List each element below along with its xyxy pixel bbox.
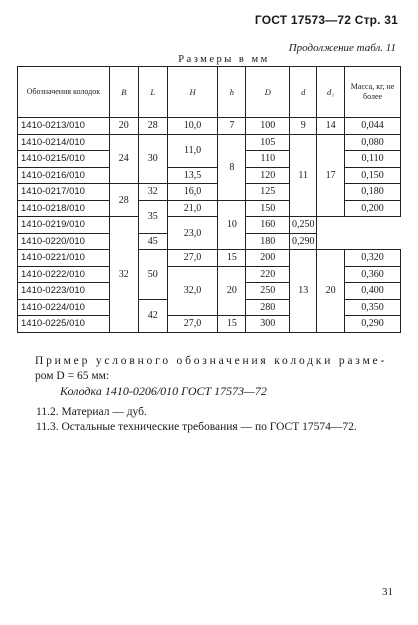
h-upper-cell: 11,0 bbox=[167, 134, 218, 167]
l-cell: 45 bbox=[138, 233, 167, 250]
table-row bbox=[18, 118, 401, 135]
l-cell: 32 bbox=[138, 184, 167, 201]
designation-cell: 1410-0218/010 bbox=[18, 200, 110, 217]
header-B: B bbox=[109, 67, 138, 118]
table-row bbox=[18, 250, 401, 267]
designation-example bbox=[35, 354, 395, 384]
d-upper-cell: 280 bbox=[246, 299, 290, 316]
d-upper-cell: 300 bbox=[246, 316, 290, 333]
page-number: 31 bbox=[382, 586, 393, 598]
d-upper-cell: 150 bbox=[246, 200, 290, 217]
b-cell: 20 bbox=[109, 118, 138, 135]
header-H: H bbox=[167, 67, 218, 118]
d-upper-cell: 120 bbox=[246, 167, 290, 184]
clause-11-2: 11.2. Материал — дуб. bbox=[36, 406, 147, 418]
h-lower-cell: 7 bbox=[218, 118, 246, 135]
d-lower-cell: 9 bbox=[290, 118, 317, 135]
d1-cell: 20 bbox=[317, 250, 345, 333]
table-row bbox=[18, 217, 401, 234]
dimensions-table bbox=[17, 66, 401, 333]
designation-cell: 1410-0214/010 bbox=[18, 134, 110, 151]
d-upper-cell: 250 bbox=[246, 283, 290, 300]
d-upper-cell: 220 bbox=[246, 266, 290, 283]
d-upper-cell: 125 bbox=[246, 184, 290, 201]
designation-cell: 1410-0225/010 bbox=[18, 316, 110, 333]
d-upper-cell: 180 bbox=[246, 233, 290, 250]
h-upper-cell: 27,0 bbox=[167, 316, 218, 333]
d-upper-cell: 160 bbox=[246, 217, 290, 234]
l-cell: 35 bbox=[138, 200, 167, 233]
d1-cell: 17 bbox=[317, 134, 345, 217]
designation-cell: 1410-0219/010 bbox=[18, 217, 110, 234]
mass-cell: 0,250 bbox=[290, 217, 317, 234]
mass-cell: 0,320 bbox=[345, 250, 401, 267]
designation-cell: 1410-0213/010 bbox=[18, 118, 110, 135]
header-mass: Масса, кг, не более bbox=[345, 67, 401, 118]
designation-cell: 1410-0217/010 bbox=[18, 184, 110, 201]
d-upper-cell: 100 bbox=[246, 118, 290, 135]
designation-cell: 1410-0223/010 bbox=[18, 283, 110, 300]
d1-cell: 14 bbox=[317, 118, 345, 135]
h-lower-cell: 20 bbox=[218, 266, 246, 316]
d-upper-cell: 110 bbox=[246, 151, 290, 168]
header-d1: d₁ bbox=[317, 67, 345, 118]
header-D: D bbox=[246, 67, 290, 118]
h-lower-cell: 8 bbox=[218, 134, 246, 200]
d-lower-cell: 13 bbox=[290, 250, 317, 333]
h-upper-cell: 27,0 bbox=[167, 250, 218, 267]
mass-cell: 0,150 bbox=[345, 167, 401, 184]
l-cell: 30 bbox=[138, 134, 167, 184]
table-row bbox=[18, 134, 401, 151]
h-upper-cell: 16,0 bbox=[167, 184, 218, 201]
b-cell: 24 bbox=[109, 134, 138, 184]
h-upper-cell: 10,0 bbox=[167, 118, 218, 135]
mass-cell: 0,290 bbox=[290, 233, 317, 250]
header-designation: Обозначения колодок bbox=[18, 67, 110, 118]
designation-cell: 1410-0221/010 bbox=[18, 250, 110, 267]
mass-cell: 0,110 bbox=[345, 151, 401, 168]
designation-cell: 1410-0224/010 bbox=[18, 299, 110, 316]
d-upper-cell: 105 bbox=[246, 134, 290, 151]
h-upper-cell: 21,0 bbox=[167, 200, 218, 217]
header-h: h bbox=[218, 67, 246, 118]
page-header: ГОСТ 17573—72 Стр. 31 bbox=[254, 13, 398, 27]
b-cell: 28 bbox=[109, 184, 138, 217]
example-designation-code: Колодка 1410-0206/010 ГОСТ 17573—72 bbox=[60, 384, 267, 398]
b-cell: 32 bbox=[109, 217, 138, 333]
l-cell: 50 bbox=[138, 250, 167, 300]
designation-cell: 1410-0216/010 bbox=[18, 167, 110, 184]
example-line-2: ром D = 65 мм: bbox=[35, 370, 110, 382]
header-d: d bbox=[290, 67, 317, 118]
d-lower-cell: 11 bbox=[290, 134, 317, 217]
mass-cell: 0,044 bbox=[345, 118, 401, 135]
designation-cell: 1410-0215/010 bbox=[18, 151, 110, 168]
mass-cell: 0,360 bbox=[345, 266, 401, 283]
designation-cell: 1410-0220/010 bbox=[18, 233, 110, 250]
sizes-caption: Размеры в мм bbox=[178, 54, 270, 65]
designation-cell: 1410-0222/010 bbox=[18, 266, 110, 283]
h-upper-cell: 13,5 bbox=[167, 167, 218, 184]
clause-11-3: 11.3. Остальные технические требования — по ГОСТ 17574—72. bbox=[36, 421, 357, 433]
h-lower-cell: 10 bbox=[218, 200, 246, 250]
mass-cell: 0,400 bbox=[345, 283, 401, 300]
h-upper-cell: 32,0 bbox=[167, 266, 218, 316]
example-line-1: Пример условного обозначения колодки разме- bbox=[35, 355, 388, 367]
d-upper-cell: 200 bbox=[246, 250, 290, 267]
mass-cell: 0,350 bbox=[345, 299, 401, 316]
header-L: L bbox=[138, 67, 167, 118]
h-lower-cell: 15 bbox=[218, 250, 246, 267]
mass-cell: 0,290 bbox=[345, 316, 401, 333]
mass-cell: 0,080 bbox=[345, 134, 401, 151]
mass-cell: 0,200 bbox=[345, 200, 401, 217]
h-upper-cell: 23,0 bbox=[167, 217, 218, 250]
mass-cell: 0,180 bbox=[345, 184, 401, 201]
table-continuation-note: Продолжение табл. 11 bbox=[288, 42, 396, 54]
h-lower-cell: 15 bbox=[218, 316, 246, 333]
l-cell: 42 bbox=[138, 299, 167, 332]
l-cell: 28 bbox=[138, 118, 167, 135]
table-header-row bbox=[18, 67, 401, 118]
